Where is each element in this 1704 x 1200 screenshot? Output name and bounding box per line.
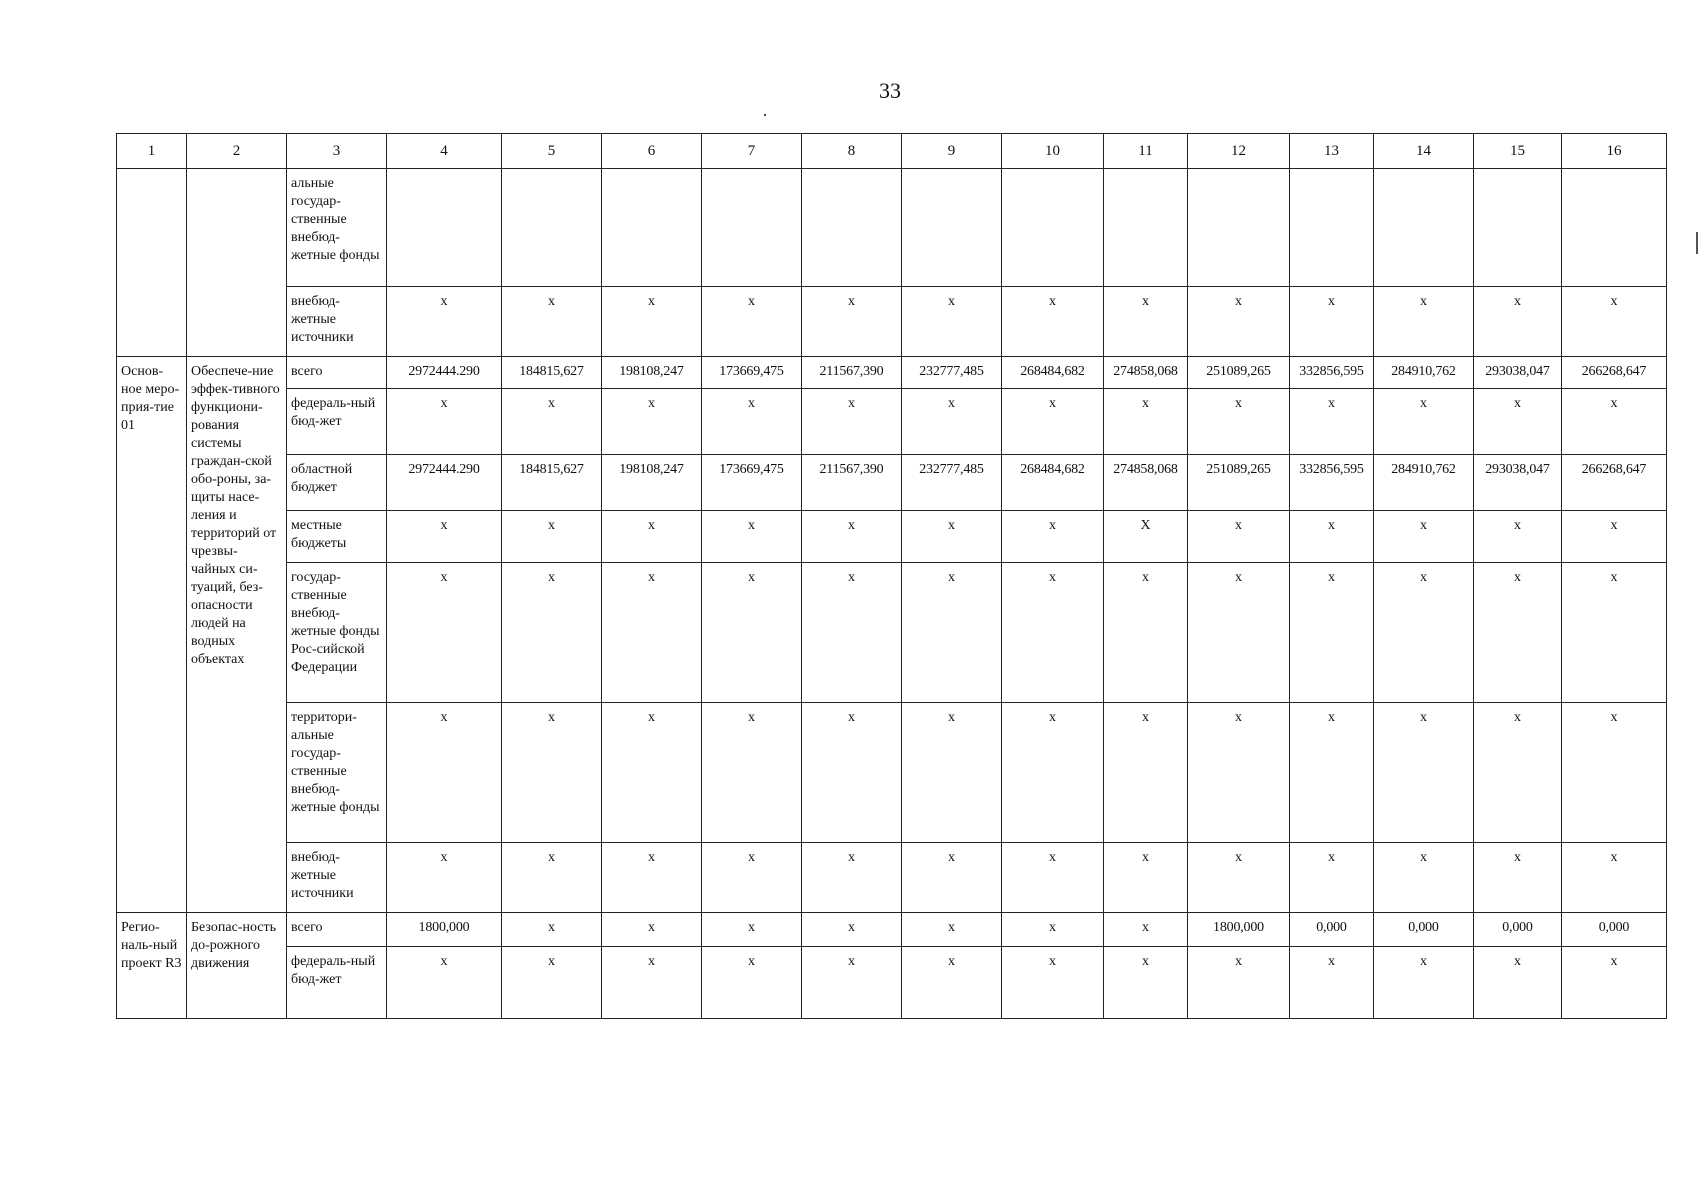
table-cell-value: x — [1562, 511, 1667, 563]
table-cell-value: 251089,265 — [1188, 357, 1290, 389]
column-number-header: 16 — [1562, 134, 1667, 169]
table-cell-value: x — [1104, 563, 1188, 703]
table-cell-value: x — [1188, 703, 1290, 843]
table-cell-value: x — [387, 947, 502, 1019]
funding-source-label: внебюд-жетные источники — [287, 287, 387, 357]
table-cell-value — [1562, 169, 1667, 287]
table-row — [117, 169, 1667, 287]
table-cell-value: 251089,265 — [1188, 455, 1290, 511]
table-cell-value: x — [1002, 913, 1104, 947]
table-cell-value: x — [602, 913, 702, 947]
table-cell-value: 0,000 — [1290, 913, 1374, 947]
funding-source-label: федераль-ный бюд-жет — [287, 947, 387, 1019]
table-cell-value: x — [1562, 287, 1667, 357]
table-cell-value — [387, 169, 502, 287]
table-cell-value: x — [1104, 287, 1188, 357]
row-group-description — [187, 169, 287, 357]
table-cell-value: 232777,485 — [902, 455, 1002, 511]
table-cell-value: x — [1002, 389, 1104, 455]
table-cell-value: x — [702, 703, 802, 843]
table-cell-value: x — [902, 703, 1002, 843]
table-cell-value: x — [1474, 843, 1562, 913]
table-cell-value: x — [1104, 947, 1188, 1019]
table-cell-value: x — [1474, 287, 1562, 357]
table-cell-value: X — [1104, 511, 1188, 563]
funding-source-label: местные бюджеты — [287, 511, 387, 563]
table-row — [117, 389, 1667, 455]
table-cell-value: x — [1290, 703, 1374, 843]
table-cell-value: x — [1290, 843, 1374, 913]
table-cell-value: 198108,247 — [602, 455, 702, 511]
table-cell-value: x — [1374, 703, 1474, 843]
table-cell-value: x — [602, 389, 702, 455]
table-cell-value: 293038,047 — [1474, 455, 1562, 511]
table-cell-value: x — [602, 287, 702, 357]
table-cell-value — [1002, 169, 1104, 287]
table-cell-value: x — [1188, 389, 1290, 455]
table-cell-value: 173669,475 — [702, 357, 802, 389]
table-cell-value — [1188, 169, 1290, 287]
table-cell-value: x — [387, 843, 502, 913]
budget-table — [116, 133, 1667, 1019]
table-cell-value: x — [1104, 913, 1188, 947]
column-number-header: 2 — [187, 134, 287, 169]
table-cell-value: x — [502, 287, 602, 357]
table-cell-value: x — [602, 703, 702, 843]
table-cell-value: x — [702, 563, 802, 703]
column-number-header: 7 — [702, 134, 802, 169]
funding-source-label: альные государ-ственные внебюд-жетные фонды — [287, 169, 387, 287]
table-cell-value: x — [1104, 843, 1188, 913]
table-cell-value: x — [602, 511, 702, 563]
table-cell-value: x — [802, 287, 902, 357]
table-cell-value: x — [902, 287, 1002, 357]
table-cell-value: x — [1562, 947, 1667, 1019]
table-cell-value: 268484,682 — [1002, 357, 1104, 389]
table-cell-value: x — [1290, 389, 1374, 455]
column-number-header: 6 — [602, 134, 702, 169]
table-cell-value: 332856,595 — [1290, 357, 1374, 389]
table-row — [117, 455, 1667, 511]
table-cell-value: 266268,647 — [1562, 455, 1667, 511]
funding-source-label: всего — [287, 913, 387, 947]
column-number-header: 1 — [117, 134, 187, 169]
table-cell-value: x — [702, 947, 802, 1019]
column-number-header: 8 — [802, 134, 902, 169]
table-cell-value: x — [802, 511, 902, 563]
table-cell-value: 2972444.290 — [387, 357, 502, 389]
table-cell-value: x — [1562, 563, 1667, 703]
row-group-cell — [117, 169, 187, 357]
table-cell-value: x — [502, 947, 602, 1019]
table-cell-value: x — [802, 703, 902, 843]
table-cell-value: x — [502, 511, 602, 563]
table-cell-value: x — [502, 843, 602, 913]
scan-edge-mark — [1696, 232, 1698, 254]
table-cell-value — [602, 169, 702, 287]
table-cell-value: x — [1374, 511, 1474, 563]
table-cell-value: x — [902, 511, 1002, 563]
table-cell-value: 266268,647 — [1562, 357, 1667, 389]
column-number-header: 15 — [1474, 134, 1562, 169]
table-cell-value: 274858,068 — [1104, 455, 1188, 511]
table-cell-value: x — [1474, 389, 1562, 455]
table-row — [117, 843, 1667, 913]
table-cell-value: 293038,047 — [1474, 357, 1562, 389]
table-cell-value: x — [702, 913, 802, 947]
table-cell-value — [502, 169, 602, 287]
table-cell-value: x — [1562, 843, 1667, 913]
table-cell-value: x — [702, 511, 802, 563]
table-cell-value: 184815,627 — [502, 455, 602, 511]
table-cell-value: x — [387, 287, 502, 357]
table-cell-value: 232777,485 — [902, 357, 1002, 389]
table-cell-value: 268484,682 — [1002, 455, 1104, 511]
column-number-header: 13 — [1290, 134, 1374, 169]
table-cell-value: 198108,247 — [602, 357, 702, 389]
table-cell-value: 0,000 — [1474, 913, 1562, 947]
table-row — [117, 511, 1667, 563]
table-cell-value: x — [387, 703, 502, 843]
table-cell-value: x — [902, 843, 1002, 913]
table-cell-value: x — [802, 563, 902, 703]
table-cell-value: 284910,762 — [1374, 357, 1474, 389]
table-cell-value: x — [602, 947, 702, 1019]
table-cell-value: 0,000 — [1562, 913, 1667, 947]
column-number-header: 4 — [387, 134, 502, 169]
column-number-header: 9 — [902, 134, 1002, 169]
table-cell-value — [702, 169, 802, 287]
funding-source-label: федераль-ный бюд-жет — [287, 389, 387, 455]
funding-source-label: территори-альные государ-ственные внебюд-жетные фонды — [287, 703, 387, 843]
table-cell-value: x — [1374, 563, 1474, 703]
table-cell-value: x — [702, 287, 802, 357]
table-cell-value: 332856,595 — [1290, 455, 1374, 511]
table-cell-value: x — [802, 913, 902, 947]
table-cell-value: x — [1474, 511, 1562, 563]
column-number-header: 5 — [502, 134, 602, 169]
column-number-header: 10 — [1002, 134, 1104, 169]
table-cell-value: x — [387, 563, 502, 703]
table-cell-value: x — [502, 703, 602, 843]
table-cell-value: x — [387, 511, 502, 563]
funding-source-label: государ-ственные внебюд-жетные фонды Рос-сийской Федерации — [287, 563, 387, 703]
table-cell-value: 274858,068 — [1104, 357, 1188, 389]
table-cell-value: x — [902, 389, 1002, 455]
table-cell-value: x — [1474, 947, 1562, 1019]
table-row — [117, 287, 1667, 357]
table-cell-value: x — [902, 563, 1002, 703]
table-cell-value: x — [1002, 511, 1104, 563]
table-cell-value: 173669,475 — [702, 455, 802, 511]
table-row — [117, 947, 1667, 1019]
table-cell-value: x — [1290, 947, 1374, 1019]
table-cell-value: x — [1562, 703, 1667, 843]
table-cell-value: x — [1188, 843, 1290, 913]
table-row — [117, 913, 1667, 947]
table-cell-value: x — [702, 843, 802, 913]
column-number-header: 3 — [287, 134, 387, 169]
table-cell-value: 2972444.290 — [387, 455, 502, 511]
table-cell-value: x — [1104, 389, 1188, 455]
table-cell-value: x — [1002, 843, 1104, 913]
table-cell-value: 1800,000 — [387, 913, 502, 947]
table-cell-value: x — [1374, 389, 1474, 455]
table-cell-value: x — [1374, 843, 1474, 913]
column-number-header: 12 — [1188, 134, 1290, 169]
table-cell-value: x — [502, 563, 602, 703]
table-cell-value: x — [1104, 703, 1188, 843]
table-row — [117, 357, 1667, 389]
table-cell-value — [902, 169, 1002, 287]
table-cell-value: 1800,000 — [1188, 913, 1290, 947]
table-cell-value: 211567,390 — [802, 357, 902, 389]
table-cell-value: x — [1374, 287, 1474, 357]
funding-source-label: областной бюджет — [287, 455, 387, 511]
table-cell-value: x — [902, 913, 1002, 947]
table-cell-value: x — [802, 843, 902, 913]
table-cell-value: x — [602, 563, 702, 703]
table-cell-value: 284910,762 — [1374, 455, 1474, 511]
table-cell-value: x — [1002, 287, 1104, 357]
table-cell-value — [802, 169, 902, 287]
table-cell-value: x — [1002, 703, 1104, 843]
table-cell-value — [1104, 169, 1188, 287]
regional-project-name: Регио-наль-ный проект R3 — [117, 913, 187, 1019]
table-cell-value: 184815,627 — [502, 357, 602, 389]
table-cell-value: x — [1188, 563, 1290, 703]
table-cell-value: x — [1474, 703, 1562, 843]
table-cell-value: x — [502, 389, 602, 455]
table-cell-value: x — [1374, 947, 1474, 1019]
scan-dot — [764, 114, 766, 116]
column-number-header-row — [117, 134, 1667, 169]
regional-project-description: Безопас-ность до-рожного движения — [187, 913, 287, 1019]
table-cell-value: x — [802, 389, 902, 455]
table-cell-value: x — [602, 843, 702, 913]
table-cell-value: x — [1474, 563, 1562, 703]
table-cell-value: x — [1188, 947, 1290, 1019]
table-cell-value: x — [502, 913, 602, 947]
table-row — [117, 703, 1667, 843]
column-number-header: 11 — [1104, 134, 1188, 169]
table-cell-value: 0,000 — [1374, 913, 1474, 947]
column-number-header: 14 — [1374, 134, 1474, 169]
table-cell-value: x — [902, 947, 1002, 1019]
table-cell-value: x — [1562, 389, 1667, 455]
table-cell-value: x — [1188, 287, 1290, 357]
funding-source-label: внебюд-жетные источники — [287, 843, 387, 913]
table-cell-value — [1290, 169, 1374, 287]
page-number: 33 — [879, 78, 901, 103]
table-cell-value: x — [1290, 563, 1374, 703]
table-cell-value: x — [1188, 511, 1290, 563]
main-event-name: Основ-ное меро-прия-тие 01 — [117, 357, 187, 913]
table-cell-value — [1374, 169, 1474, 287]
table-cell-value — [1474, 169, 1562, 287]
table-cell-value: x — [802, 947, 902, 1019]
table-cell-value: x — [1290, 511, 1374, 563]
table-row — [117, 563, 1667, 703]
table-cell-value: 211567,390 — [802, 455, 902, 511]
table-cell-value: x — [702, 389, 802, 455]
table-cell-value: x — [1290, 287, 1374, 357]
main-event-description: Обеспече-ние эффек-тивного функциони-рования системы граждан-ской обо-роны, за-щиты насе-ления и территорий от чрезвы-чайных си-туаций, без-опасности людей на водных объектах — [187, 357, 287, 913]
table-cell-value: x — [387, 389, 502, 455]
funding-source-label: всего — [287, 357, 387, 389]
table-cell-value: x — [1002, 563, 1104, 703]
table-cell-value: x — [1002, 947, 1104, 1019]
